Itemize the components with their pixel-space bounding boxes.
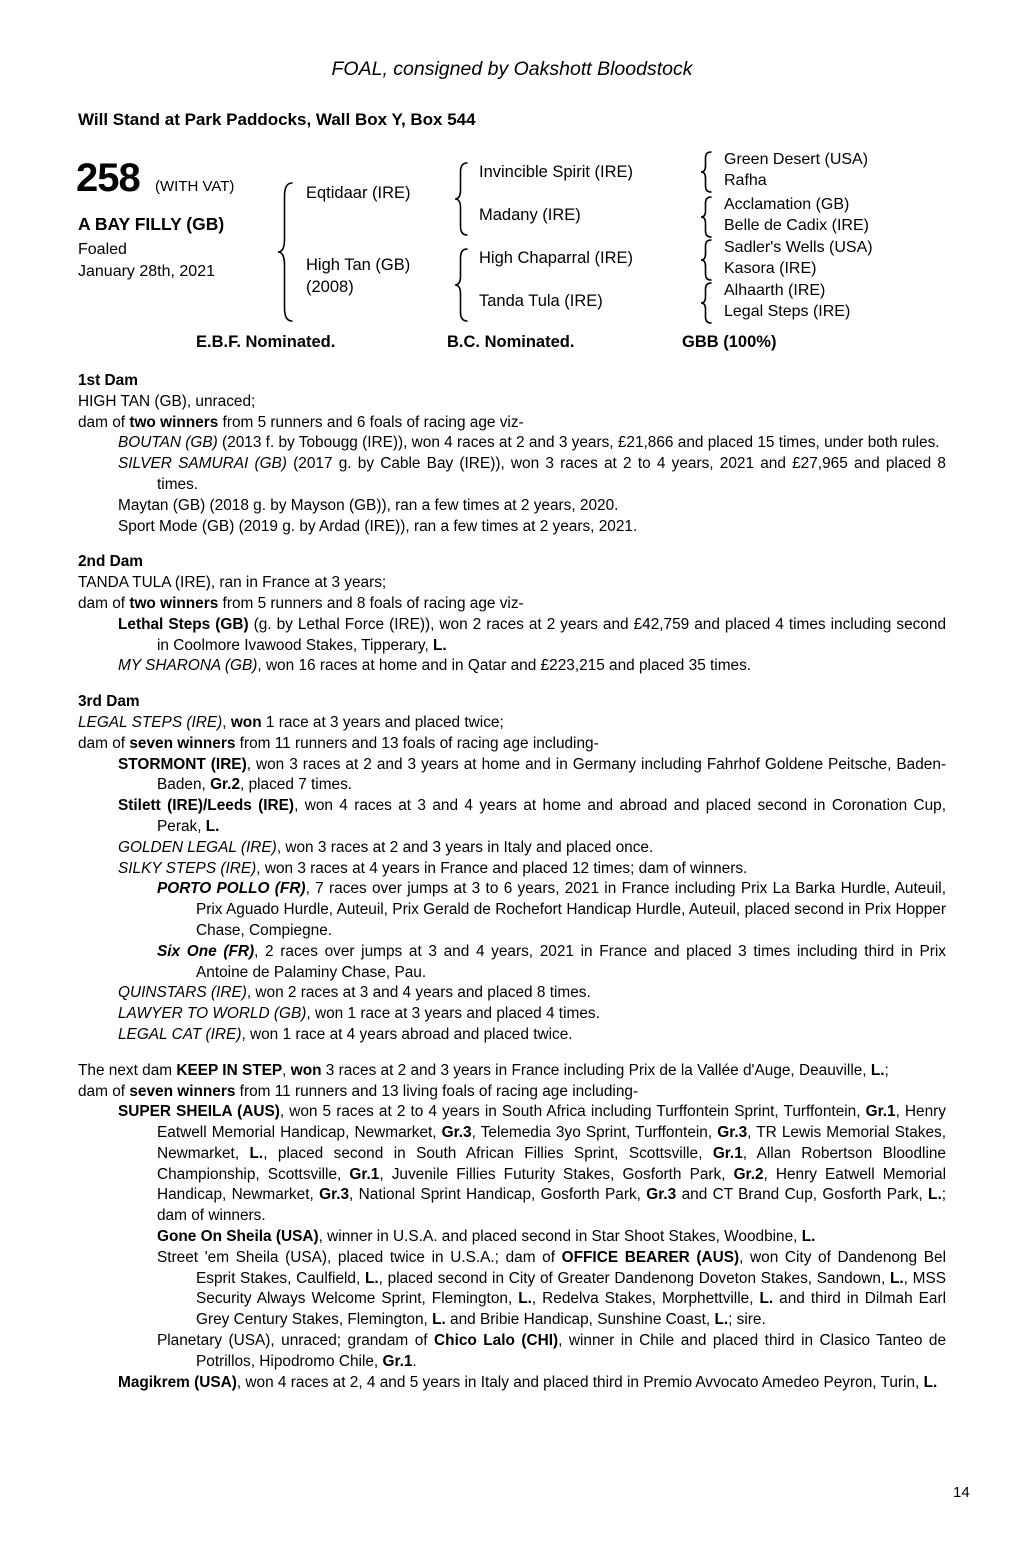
dam-heading: 3rd Dam bbox=[78, 693, 140, 711]
produce-record bbox=[78, 713, 946, 734]
text-segment: OFFICE BEARER (AUS) bbox=[561, 1248, 740, 1266]
text-segment: , bbox=[282, 1061, 291, 1079]
text-segment: ; dam of winners. bbox=[157, 1186, 947, 1225]
text-segment: , Henry Eatwell Memorial Handicap, Newmarket, bbox=[157, 1165, 947, 1204]
pedigree-dam-dam-dam: Legal Steps (IRE) bbox=[724, 303, 851, 320]
text-segment: and third in Dilmah Earl Grey Century Stakes, Flemington, bbox=[196, 1290, 946, 1329]
text-segment: BOUTAN (GB) bbox=[118, 434, 218, 452]
produce-record bbox=[78, 594, 946, 615]
produce-record bbox=[78, 755, 946, 797]
ebf-nomination: E.B.F. Nominated. bbox=[196, 333, 336, 351]
text-segment: LAWYER TO WORLD (GB) bbox=[118, 1005, 307, 1023]
foaled-label: Foaled bbox=[78, 241, 127, 258]
text-segment: L. bbox=[433, 636, 447, 654]
text-segment: dam of bbox=[78, 1082, 130, 1100]
section-gap bbox=[78, 1046, 946, 1061]
text-segment: Magikrem (USA) bbox=[118, 1373, 237, 1391]
text-segment: , won City of Dandenong Bel Esprit Stakes, Caulfield, bbox=[196, 1248, 946, 1287]
pedigree-brace-g3-2 bbox=[700, 196, 712, 238]
pedigree-sire-sire-dam: Rafha bbox=[724, 172, 767, 189]
produce-record bbox=[78, 1331, 946, 1373]
text-segment: Gr.1 bbox=[349, 1165, 380, 1183]
text-segment: Six One (FR) bbox=[157, 942, 255, 960]
produce-record bbox=[78, 838, 946, 859]
text-segment: The next dam bbox=[78, 1061, 177, 1079]
text-segment: , Redelva Stakes, Morphettville, bbox=[531, 1290, 760, 1308]
text-segment: , placed second in City of Greater Dandenong Doveton Stakes, Sandown, bbox=[378, 1269, 890, 1287]
text-segment: two winners bbox=[129, 413, 219, 431]
bc-nomination: B.C. Nominated. bbox=[447, 333, 575, 351]
text-segment: , won 5 races at 2 to 4 years in South Africa including Turffontein Sprint, Turffontein, bbox=[279, 1103, 866, 1121]
pedigree-dam-dam-sire: Alhaarth (IRE) bbox=[724, 282, 826, 299]
produce-record bbox=[78, 454, 946, 496]
lot-number: 258 bbox=[76, 156, 140, 200]
text-segment: L. bbox=[889, 1269, 904, 1287]
text-segment: STORMONT (IRE) bbox=[118, 755, 247, 773]
text-segment: Chico Lalo (CHI) bbox=[434, 1332, 559, 1350]
pedigree-brace-g3-4 bbox=[700, 282, 712, 324]
produce-record bbox=[78, 1227, 946, 1248]
text-segment: (2017 g. by Cable Bay (IRE)), won 3 races at 2 to 4 years, 2021 and £27,965 and placed 8 times. bbox=[157, 455, 946, 493]
produce-record bbox=[78, 1004, 946, 1025]
text-segment: Gr.3 bbox=[319, 1186, 350, 1204]
text-segment: L. bbox=[759, 1290, 774, 1308]
pedigree-dam-sire-sire: Sadler's Wells (USA) bbox=[724, 239, 873, 256]
text-segment: L. bbox=[249, 1144, 264, 1162]
pedigree-sire-dam-dam: Belle de Cadix (IRE) bbox=[724, 217, 869, 234]
text-segment: from 5 runners and 6 foals of racing age viz- bbox=[218, 413, 524, 431]
text-segment: L. bbox=[923, 1373, 938, 1391]
text-segment: Gr.3 bbox=[717, 1124, 748, 1142]
text-segment: and Bribie Handicap, Sunshine Coast, bbox=[445, 1311, 715, 1329]
text-segment: , won 1 race at 3 years and placed 4 times. bbox=[306, 1005, 600, 1023]
text-segment: , won 4 races at 2, 4 and 5 years in Italy and placed third in Premio Avvocato Amedeo Peyron, Turin, bbox=[236, 1373, 924, 1391]
foaled-date: January 28th, 2021 bbox=[78, 263, 215, 280]
consignment-title: FOAL, consigned by Oakshott Bloodstock bbox=[331, 58, 693, 80]
pedigree-brace-sire bbox=[454, 162, 468, 236]
produce-record bbox=[78, 859, 946, 880]
text-segment: , bbox=[222, 713, 231, 731]
produce-record bbox=[78, 942, 946, 984]
text-segment: Gr.1 bbox=[382, 1352, 413, 1370]
pedigree-dam-sire-dam: Kasora (IRE) bbox=[724, 260, 817, 277]
produce-record bbox=[78, 496, 946, 517]
text-segment: , won 16 races at home and in Qatar and £223,215 and placed 35 times. bbox=[257, 657, 752, 675]
dam-heading: 1st Dam bbox=[78, 372, 138, 389]
text-segment: Gr.3 bbox=[441, 1124, 472, 1142]
text-segment: , placed second in South African Fillies Sprint, Scottsville, bbox=[263, 1144, 713, 1162]
text-segment: and CT Brand Cup, Gosforth Park, bbox=[676, 1186, 929, 1204]
dam-sections bbox=[78, 371, 946, 1393]
text-segment: (2013 f. by Tobougg (IRE)), won 4 races at 2 and 3 years, £21,866 and placed 15 times, under both rules. bbox=[217, 434, 940, 452]
text-segment: PORTO POLLO (FR) bbox=[157, 880, 306, 898]
text-segment: L. bbox=[364, 1269, 379, 1287]
text-segment: Gone On Sheila (USA) bbox=[157, 1228, 319, 1246]
text-segment: seven winners bbox=[129, 1082, 236, 1100]
pedigree-brace-g3-1 bbox=[700, 151, 712, 193]
vat-note: (WITH VAT) bbox=[155, 178, 235, 195]
text-segment: , won 1 race at 4 years abroad and placed twice. bbox=[241, 1025, 573, 1043]
text-segment: TANDA TULA (IRE), ran in France at 3 years; bbox=[78, 574, 387, 592]
produce-record bbox=[78, 1102, 946, 1227]
pedigree-sire-sire: Invincible Spirit (IRE) bbox=[479, 163, 634, 181]
produce-record bbox=[78, 1025, 946, 1046]
text-segment: , won 3 races at 2 and 3 years at home and in Germany including Fahrhof Goldene Peitsche, Baden-Baden, bbox=[157, 755, 947, 794]
text-segment: , won 3 races at 4 years in France and placed 12 times; dam of winners. bbox=[256, 859, 748, 877]
pedigree-dam-sire: High Chaparral (IRE) bbox=[479, 249, 634, 267]
text-segment: from 5 runners and 8 foals of racing age viz- bbox=[218, 594, 524, 612]
text-segment: 3 races at 2 and 3 years in France including Prix de la Vallée d'Auge, Deauville, bbox=[321, 1061, 871, 1079]
text-segment: Gr.1 bbox=[712, 1144, 743, 1162]
dam-heading: 2nd Dam bbox=[78, 553, 143, 571]
produce-record bbox=[78, 1061, 946, 1082]
text-segment: L. bbox=[801, 1228, 816, 1246]
text-segment: , National Sprint Handicap, Gosforth Park, bbox=[349, 1186, 647, 1204]
text-segment: LEGAL STEPS (IRE) bbox=[78, 713, 223, 731]
text-segment: Gr.1 bbox=[865, 1103, 896, 1121]
pedigree-sire: Eqtidaar (IRE) bbox=[306, 184, 411, 202]
text-segment: two winners bbox=[129, 594, 219, 612]
page-number: 14 bbox=[953, 1484, 970, 1501]
produce-record bbox=[78, 796, 946, 838]
produce-record bbox=[78, 392, 946, 413]
text-segment: L. bbox=[870, 1061, 885, 1079]
text-segment: (g. by Lethal Force (IRE)), won 2 races at 2 years and £42,759 and placed 4 times including second in Coolmore Ivawood Stakes, Tipperary, bbox=[157, 615, 947, 654]
produce-record bbox=[78, 734, 946, 755]
text-segment: KEEP IN STEP bbox=[176, 1061, 283, 1079]
text-segment: L. bbox=[928, 1186, 942, 1204]
text-segment: SILVER SAMURAI (GB) bbox=[118, 455, 287, 473]
text-segment: QUINSTARS (IRE) bbox=[118, 984, 247, 1002]
produce-record bbox=[78, 1373, 946, 1394]
produce-record bbox=[78, 879, 946, 941]
text-segment: , 2 races over jumps at 3 and 4 years, 2021 in France and placed 3 times including third in Prix Antoine de Palaminy Chase, Pau. bbox=[196, 942, 946, 981]
stand-location: Will Stand at Park Paddocks, Wall Box Y, Box 544 bbox=[78, 110, 476, 129]
produce-record bbox=[78, 656, 946, 677]
text-segment: Gr.2 bbox=[733, 1165, 764, 1183]
text-segment: LEGAL CAT (IRE) bbox=[118, 1025, 242, 1043]
pedigree-sire-sire-sire: Green Desert (USA) bbox=[724, 151, 869, 168]
text-segment: L. bbox=[205, 817, 220, 835]
produce-record bbox=[78, 413, 946, 434]
produce-record bbox=[78, 1248, 946, 1331]
text-segment: , Allan Robertson Bloodline Championship, Scottsville, bbox=[157, 1144, 946, 1183]
lot-description: A BAY FILLY (GB) bbox=[78, 214, 225, 234]
text-segment: SILKY STEPS (IRE) bbox=[118, 859, 257, 877]
text-segment: , Henry Eatwell Memorial Handicap, Newmarket, bbox=[157, 1103, 946, 1142]
pedigree-dam-dam: Tanda Tula (IRE) bbox=[479, 292, 603, 310]
text-segment: . bbox=[412, 1352, 417, 1370]
produce-record bbox=[78, 983, 946, 1004]
text-segment: Sport Mode (GB) (2019 g. by Ardad (IRE)), ran a few times at 2 years, 2021. bbox=[118, 517, 638, 535]
pedigree-sire-dam-sire: Acclamation (GB) bbox=[724, 196, 850, 213]
text-segment: , 7 races over jumps at 3 to 6 years, 2021 in France including Prix La Barka Hurdle, Auteuil, Prix Aguado Hurdle, Auteuil, Prix Gerald de Rochefort Handicap Hurdle, Auteuil, placed second in Prix Hopper Chase, Compiegne. bbox=[196, 880, 946, 939]
text-segment: , placed 7 times. bbox=[240, 776, 353, 794]
text-segment: , Telemedia 3yo Sprint, Turffontein, bbox=[471, 1124, 718, 1142]
text-segment: ; sire. bbox=[728, 1311, 766, 1329]
pedigree-brace-gen1 bbox=[277, 182, 293, 322]
text-segment: seven winners bbox=[129, 734, 236, 752]
produce-record bbox=[78, 433, 946, 454]
text-segment: won bbox=[290, 1061, 322, 1079]
text-segment: MY SHARONA (GB) bbox=[118, 657, 258, 675]
pedigree-sire-dam: Madany (IRE) bbox=[479, 206, 581, 224]
pedigree-brace-dam bbox=[454, 248, 468, 322]
text-segment: ; bbox=[884, 1061, 889, 1079]
text-segment: , won 4 races at 3 and 4 years at home and abroad and placed second in Coronation Cup, Perak, bbox=[157, 797, 946, 835]
gbb-status: GBB (100%) bbox=[682, 333, 777, 351]
text-segment: SUPER SHEILA (AUS) bbox=[118, 1103, 280, 1121]
text-segment: , won 2 races at 3 and 4 years and placed 8 times. bbox=[246, 984, 591, 1002]
text-segment: Planetary (USA), unraced; grandam of bbox=[157, 1332, 435, 1350]
pedigree-dam-year: (2008) bbox=[306, 278, 354, 296]
text-segment: Lethal Steps (GB) bbox=[118, 615, 249, 633]
text-segment: GOLDEN LEGAL (IRE) bbox=[118, 838, 277, 856]
produce-record bbox=[78, 1082, 946, 1103]
text-segment: dam of bbox=[78, 413, 130, 431]
produce-record bbox=[78, 517, 946, 538]
text-segment: Gr.3 bbox=[646, 1186, 677, 1204]
text-segment: , MSS Security Always Welcome Sprint, Flemington, bbox=[196, 1269, 946, 1308]
text-segment: Maytan (GB) (2018 g. by Mayson (GB)), ran a few times at 2 years, 2020. bbox=[118, 496, 619, 514]
text-segment: Stilett (IRE)/Leeds (IRE) bbox=[118, 797, 295, 815]
text-segment: HIGH TAN (GB), unraced; bbox=[78, 392, 256, 410]
text-segment: , winner in Chile and placed third in Clasico Tanteo de Potrillos, Hipodromo Chile, bbox=[196, 1332, 947, 1370]
text-segment: from 11 runners and 13 foals of racing age including- bbox=[235, 734, 599, 752]
text-segment: dam of bbox=[78, 594, 130, 612]
text-segment: Street 'em Sheila (USA), placed twice in U.S.A.; dam of bbox=[157, 1248, 562, 1266]
text-segment: , won 3 races at 2 and 3 years in Italy and placed once. bbox=[276, 838, 654, 856]
text-segment: , Juvenile Fillies Futurity Stakes, Gosforth Park, bbox=[379, 1165, 734, 1183]
pedigree-brace-g3-3 bbox=[700, 239, 712, 281]
pedigree-dam: High Tan (GB) bbox=[306, 256, 411, 274]
text-segment: , TR Lewis Memorial Stakes, Newmarket, bbox=[157, 1124, 946, 1162]
text-segment: dam of bbox=[78, 734, 130, 752]
text-segment: Gr.2 bbox=[210, 776, 241, 794]
text-segment: L. bbox=[518, 1290, 532, 1308]
produce-record bbox=[78, 615, 946, 657]
produce-record bbox=[78, 573, 946, 594]
text-segment: won bbox=[230, 713, 262, 731]
text-segment: 1 race at 3 years and placed twice; bbox=[261, 713, 504, 731]
text-segment: from 11 runners and 13 living foals of racing age including- bbox=[235, 1082, 639, 1100]
text-segment: L. bbox=[714, 1311, 729, 1329]
text-segment: L. bbox=[432, 1311, 446, 1329]
text-segment: , winner in U.S.A. and placed second in Star Shoot Stakes, Woodbine, bbox=[318, 1228, 802, 1246]
